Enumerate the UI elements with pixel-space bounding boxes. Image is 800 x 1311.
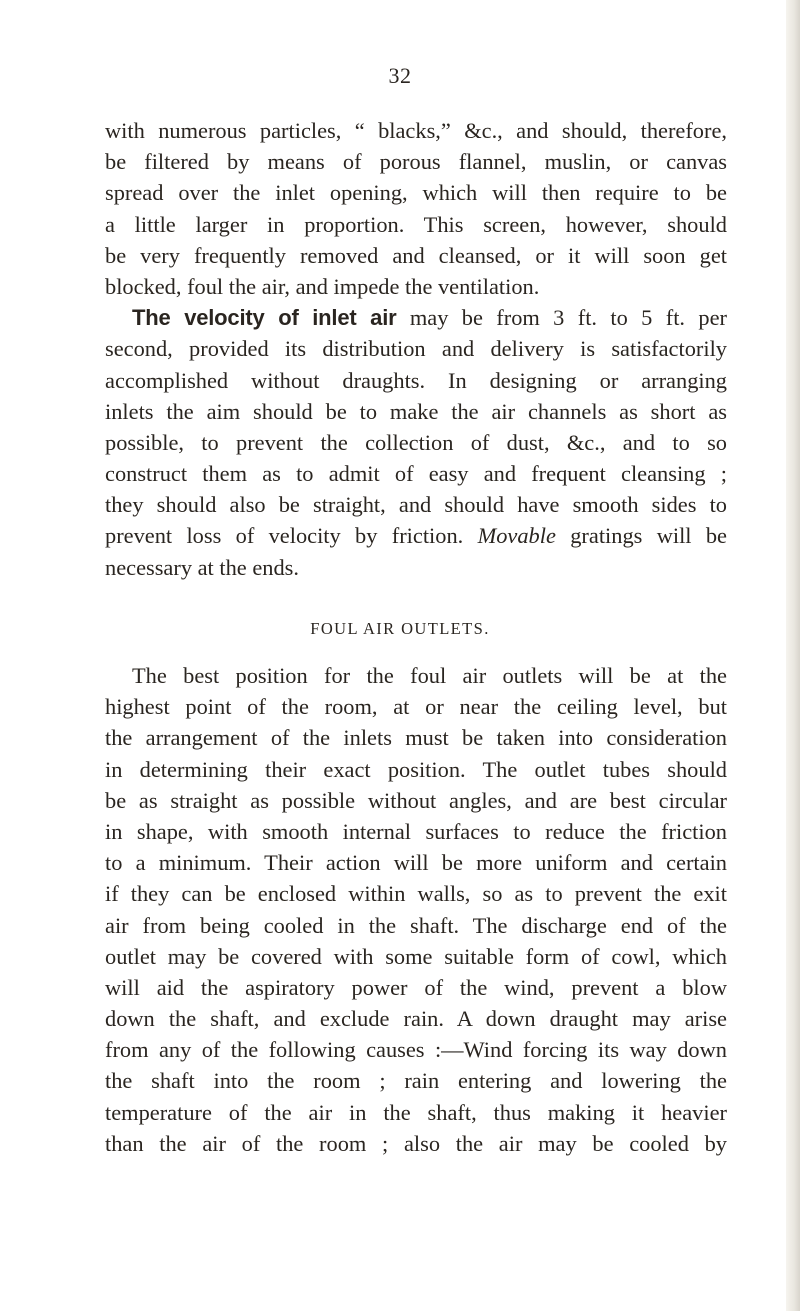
text-line-with-italic [105, 520, 727, 551]
text-line: down the shaft, and exclude rain. A down draught may arise [105, 1006, 727, 1032]
page-number: 32 [388, 63, 412, 88]
text-fragment: may be from 3 ft. to 5 ft. per [396, 305, 727, 331]
text-line: will aid the aspiratory power of the wind, prevent a blow [105, 974, 727, 1000]
text-fragment: prevent loss of velocity by friction. [105, 523, 464, 549]
text-line: in shape, with smooth internal surfaces to reduce the friction [105, 818, 727, 844]
text-line: outlet may be covered with some suitable form of cowl, which [105, 943, 727, 969]
text-line: with numerous particles, “ blacks,” &c., and should, therefore, [105, 118, 727, 143]
text-line: to a minimum. Their action will be more uniform and certain [105, 850, 727, 876]
text-line: air from being cooled in the shaft. The discharge end of the [105, 912, 727, 938]
text-line: be filtered by means of porous flannel, muslin, or canvas [105, 149, 727, 175]
paragraph-lead-in: The velocity of inlet air [132, 305, 397, 331]
text-fragment: gratings will be [555, 523, 727, 549]
text-line: temperature of the air in the shaft, thus making it heavier [105, 1099, 727, 1125]
text-line: second, provided its distribution and delivery is satisfactorily [105, 336, 727, 362]
text-line: be as straight as possible without angles, and are best circular [105, 787, 727, 813]
lower-text-block [105, 660, 727, 1159]
text-line: the shaft into the room ; rain entering and lowering the [105, 1068, 727, 1094]
page-edge-shadow [786, 0, 800, 1311]
text-line: in determining their exact position. The outlet tubes should [105, 756, 727, 782]
text-line: from any of the following causes :—Wind forcing its way down [105, 1037, 727, 1063]
text-line: they should also be straight, and should have smooth sides to [105, 492, 727, 518]
text-line: necessary at the ends. [105, 554, 299, 580]
paragraph-first-line [105, 302, 727, 333]
text-line: blocked, foul the air, and impede the ventilation. [105, 273, 540, 299]
text-line: spread over the inlet opening, which will then require to be [105, 180, 727, 206]
text-line: inlets the aim should be to make the air channels as short as [105, 398, 727, 424]
text-line: possible, to prevent the collection of dust, &c., and to so [105, 429, 727, 455]
text-line: The best position for the foul air outlets will be at the [132, 663, 727, 688]
text-line: the arrangement of the inlets must be taken into consideration [105, 725, 727, 751]
text-line: than the air of the room ; also the air may be cooled by [105, 1130, 727, 1156]
text-line: if they can be enclosed within walls, so as to prevent the exit [105, 881, 727, 907]
upper-text-block [105, 115, 727, 583]
section-heading: FOUL AIR OUTLETS. [310, 619, 490, 638]
text-line: accomplished without draughts. In designing or arranging [105, 367, 727, 393]
text-line: construct them as to admit of easy and frequent cleansing ; [105, 461, 727, 487]
text-line: a little larger in proportion. This screen, however, should [105, 211, 727, 237]
text-line: be very frequently removed and cleansed, or it will soon get [105, 242, 727, 268]
text-line: highest point of the room, at or near the ceiling level, but [105, 694, 727, 720]
italic-word: Movable [477, 523, 556, 549]
